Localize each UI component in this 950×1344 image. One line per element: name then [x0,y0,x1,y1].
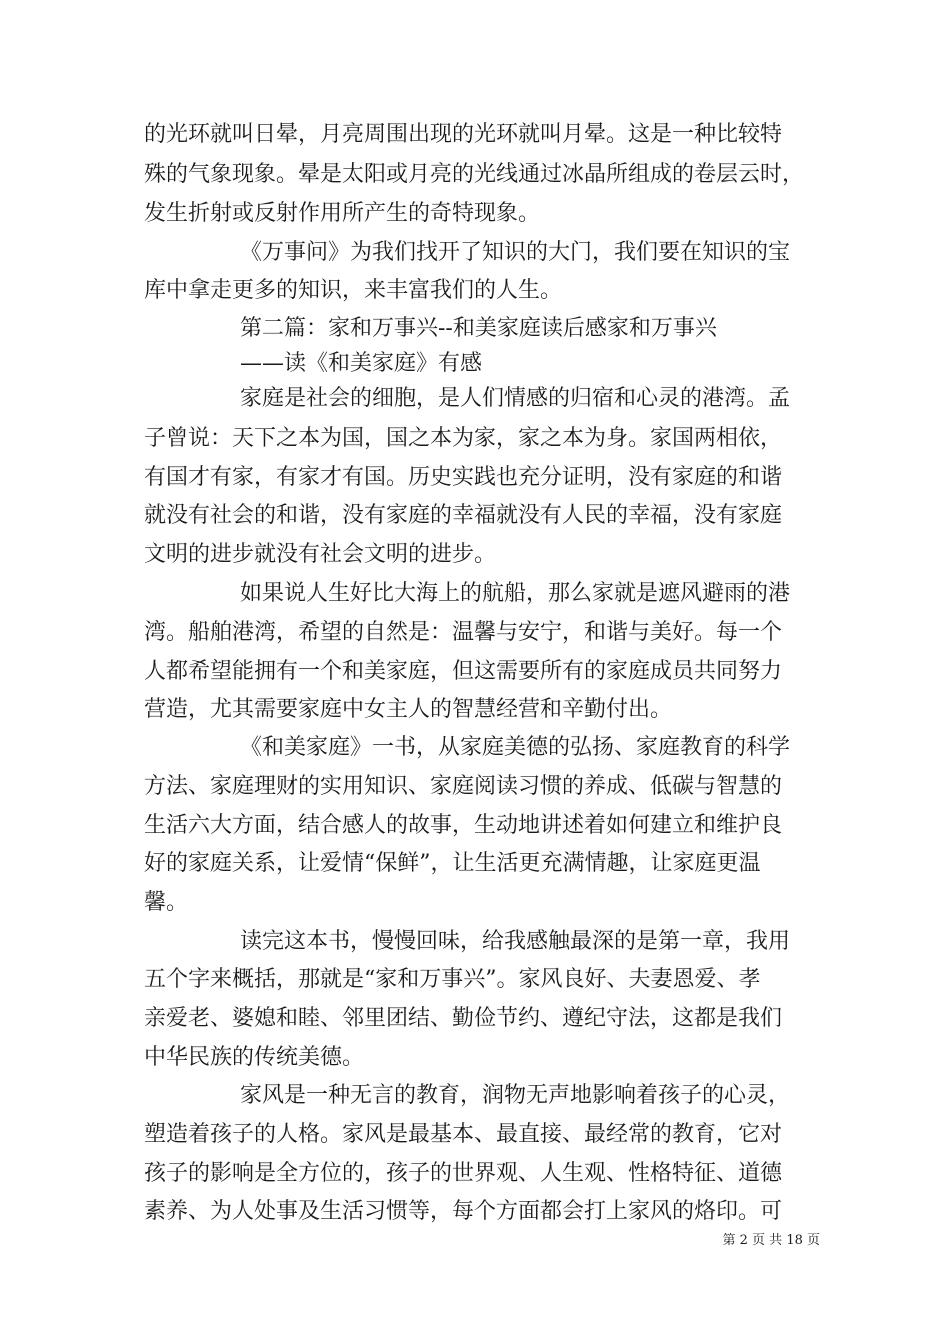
text-line-24: 亲爱老、婆媳和睦、邻里团结、勤俭节约、遵纪守法，这都是我们 [144,1006,783,1031]
text-line-21: 馨。 [144,890,189,915]
text-line-28: 孩子的影响是全方位的，孩子的世界观、人生观、性格特征、道德 [144,1161,783,1186]
text-line-23: 五个字来概括，那就是“家和万事兴”。家风良好、夫妻恩爱、孝 [144,967,761,992]
text-line-14: 湾。船舶港湾，希望的自然是：温馨与安宁，和谐与美好。每一个 [144,620,783,645]
text-line-1: 的光环就叫日晕，月亮周围出现的光环就叫月晕。这是一种比较特 [144,122,783,147]
text-line-2: 殊的气象现象。晕是太阳或月亮的光线通过冰晶所组成的卷层云时， [144,162,805,187]
text-line-17: 《和美家庭》一书，从家庭美德的弘扬、家庭教育的科学 [240,735,791,760]
section-heading: 第二篇：家和万事兴--和美家庭读后感家和万事兴 [240,316,717,341]
text-line-10: 有国才有家，有家才有国。历史实践也充分证明，没有家庭的和谐 [144,465,783,490]
text-line-15: 人都希望能拥有一个和美家庭，但这需要所有的家庭成员共同努力 [144,659,783,684]
text-line-19: 生活六大方面，结合感人的故事，生动地讲述着如何建立和维护良 [144,813,783,838]
text-line-11: 就没有社会的和谐，没有家庭的幸福就没有人民的幸福，没有家庭 [144,503,783,528]
text-line-3: 发生折射或反射作用所产生的奇特现象。 [144,201,541,226]
text-line-18: 方法、家庭理财的实用知识、家庭阅读习惯的养成、低碳与智慧的 [144,774,783,799]
section-subheading: ——读《和美家庭》有感 [240,351,483,376]
text-line-8: 家庭是社会的细胞，是人们情感的归宿和心灵的港湾。孟 [240,386,791,411]
text-line-26: 家风是一种无言的教育，润物无声地影响着孩子的心灵， [240,1083,791,1108]
text-line-4: 《万事问》为我们找开了知识的大门，我们要在知识的宝 [240,240,791,265]
text-line-27: 塑造着孩子的人格。家风是最基本、最直接、最经常的教育，它对 [144,1122,783,1147]
text-line-13: 如果说人生好比大海上的航船，那么家就是遮风避雨的港 [240,581,791,606]
text-line-29: 素养、为人处事及生活习惯等，每个方面都会打上家风的烙印。可 [144,1199,783,1224]
text-line-25: 中华民族的传统美德。 [144,1045,365,1070]
text-line-22: 读完这本书，慢慢回味，给我感触最深的是第一章，我用 [240,929,791,954]
page-number: 第 2 页 共 18 页 [722,1233,820,1248]
text-line-12: 文明的进步就没有社会文明的进步。 [144,542,497,567]
text-line-20: 好的家庭关系，让爱情“保鲜”，让生活更充满情趣，让家庭更温 [144,851,761,876]
text-line-9: 子曾说：天下之本为国，国之本为家，家之本为身。家国两相依， [144,426,783,451]
text-line-5: 库中拿走更多的知识，来丰富我们的人生。 [144,278,563,303]
text-line-16: 营造，尤其需要家庭中女主人的智慧经营和辛勤付出。 [144,697,673,722]
